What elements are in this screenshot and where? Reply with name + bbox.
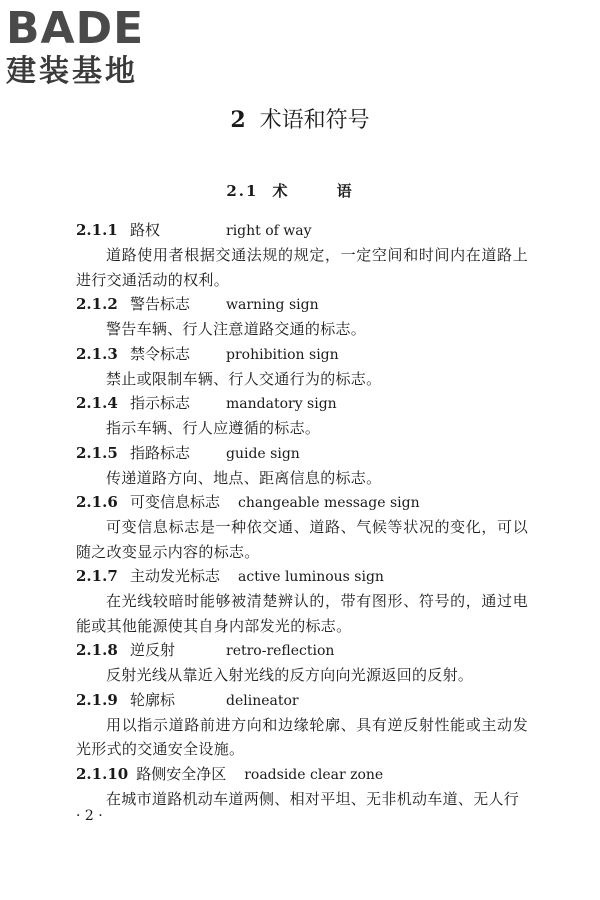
term-number: 2.1.5	[76, 443, 118, 462]
logo-wordmark: BADE	[6, 3, 145, 54]
term-english: right of way	[226, 223, 312, 239]
term-english: prohibition sign	[226, 346, 339, 363]
term-number: 2.1.9	[76, 690, 118, 709]
term-english: changeable message sign	[238, 495, 420, 511]
chapter-name: 术语和符号	[259, 108, 370, 133]
term-number: 2.1.1	[76, 221, 118, 239]
term-heading	[76, 564, 528, 589]
page-number: · 2 ·	[76, 808, 103, 824]
term-entry	[76, 218, 528, 292]
term-heading	[76, 762, 528, 787]
term-chinese: 路侧安全净区	[136, 764, 227, 783]
section-name: 术 语	[272, 182, 374, 200]
term-english: active luminous sign	[238, 569, 384, 585]
chapter-number: 2	[230, 107, 246, 133]
term-definition: 反射光线从靠近入射光线的反方向向光源返回的反射。	[106, 666, 474, 684]
term-definition: 可变信息标志是一种依交通、道路、气候等状况的变化，可以随之改变显示内容的标志。	[76, 518, 528, 561]
chapter-title	[0, 106, 600, 135]
term-chinese: 路权	[130, 221, 161, 239]
term-entry	[76, 564, 528, 638]
term-number: 2.1.2	[76, 295, 118, 313]
term-english: mandatory sign	[226, 396, 337, 412]
term-heading	[76, 218, 528, 243]
term-english: retro-reflection	[226, 643, 335, 659]
section-number: 2.1	[226, 182, 259, 200]
term-chinese: 禁令标志	[130, 344, 191, 363]
term-number: 2.1.3	[76, 344, 118, 363]
term-definition: 在城市道路机动车道两侧、相对平坦、无非机动车道、无人行	[106, 789, 520, 808]
term-english: guide sign	[226, 445, 300, 462]
term-heading	[76, 292, 528, 317]
term-definition: 传递道路方向、地点、距离信息的标志。	[106, 468, 382, 487]
logo	[6, 3, 176, 90]
term-definition: 用以指示道路前进方向和边缘轮廓、具有逆反射性能或主动发光形式的交通安全设施。	[76, 715, 528, 758]
term-number: 2.1.6	[76, 493, 118, 511]
term-definition: 道路使用者根据交通法规的规定，一定空间和时间内在道路上进行交通活动的权利。	[76, 246, 528, 289]
term-number: 2.1.8	[76, 641, 118, 659]
terms-list	[76, 218, 528, 811]
term-number: 2.1.10	[76, 764, 129, 783]
term-definition: 警告车辆、行人注意道路交通的标志。	[106, 320, 367, 338]
term-chinese: 可变信息标志	[130, 493, 221, 511]
term-entry	[76, 688, 528, 762]
term-chinese: 指路标志	[130, 443, 191, 462]
term-entry	[76, 762, 528, 812]
term-definition: 在光线较暗时能够被清楚辨认的，带有图形、符号的，通过电能或其他能源使其自身内部发光的标志。	[76, 592, 528, 635]
term-entry	[76, 342, 528, 392]
term-chinese: 逆反射	[130, 641, 176, 659]
term-entry	[76, 490, 528, 564]
term-heading	[76, 391, 528, 416]
term-definition: 指示车辆、行人应遵循的标志。	[106, 419, 321, 437]
term-heading	[76, 688, 528, 713]
section-title	[0, 180, 600, 202]
term-chinese: 轮廓标	[130, 690, 176, 709]
term-entry	[76, 292, 528, 342]
term-number: 2.1.4	[76, 394, 118, 412]
term-heading	[76, 490, 528, 515]
logo-chinese: 建装基地	[6, 54, 138, 89]
term-chinese: 主动发光标志	[130, 567, 221, 585]
term-english: delineator	[226, 692, 299, 709]
term-number: 2.1.7	[76, 567, 118, 585]
term-english: warning sign	[226, 297, 319, 313]
term-entry	[76, 441, 528, 491]
term-entry	[76, 638, 528, 688]
term-definition: 禁止或限制车辆、行人交通行为的标志。	[106, 369, 382, 388]
term-chinese: 指示标志	[130, 394, 191, 412]
term-chinese: 警告标志	[130, 295, 191, 313]
term-entry	[76, 391, 528, 441]
term-heading	[76, 441, 528, 466]
term-heading	[76, 342, 528, 367]
term-heading	[76, 638, 528, 663]
term-english: roadside clear zone	[244, 766, 384, 783]
